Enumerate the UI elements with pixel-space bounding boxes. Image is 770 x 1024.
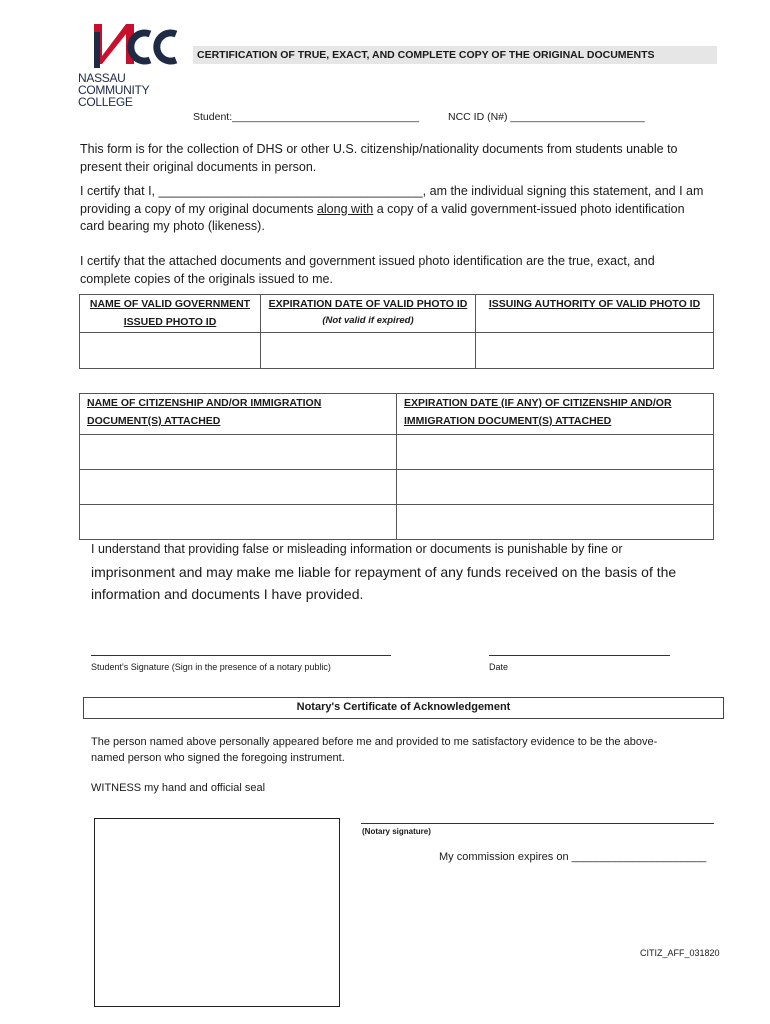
photo-id-expiration-cell[interactable] bbox=[261, 333, 476, 369]
photo-id-col3-header: ISSUING AUTHORITY OF VALID PHOTO ID bbox=[476, 295, 714, 333]
notary-line-2: named person who signed the foregoing instrument. bbox=[91, 751, 345, 764]
form-code: CITIZ_AFF_031820 bbox=[640, 948, 720, 958]
citizenship-header-row bbox=[80, 394, 714, 435]
certify1-line-3: card bearing my photo (likeness). bbox=[80, 219, 265, 233]
photo-id-name-cell[interactable] bbox=[80, 333, 261, 369]
notary-title-box bbox=[83, 697, 724, 719]
certify1-line-2-pre: providing a copy of my original documents bbox=[80, 201, 317, 216]
table-row bbox=[80, 435, 714, 470]
citizenship-col1-line1: NAME OF CITIZENSHIP AND/OR IMMIGRATION bbox=[87, 397, 322, 409]
notary-line-1: The person named above personally appeared before me and provided to me satisfactory evidence to be the above- bbox=[91, 736, 658, 748]
warning-line-1: I understand that providing false or misleading information or documents is punishable by fine or bbox=[91, 542, 623, 556]
photo-id-col1-line2: ISSUED PHOTO ID bbox=[123, 316, 217, 328]
logo-line-2: COMMUNITY bbox=[78, 83, 150, 97]
commission-expires[interactable]: My commission expires on ______________________ bbox=[439, 851, 707, 863]
college-logo bbox=[72, 20, 182, 116]
warning-line-3: information and documents I have provided. bbox=[91, 586, 364, 602]
photo-id-col2-title: EXPIRATION DATE OF VALID PHOTO ID bbox=[268, 298, 468, 310]
certify2-line-2: complete copies of the originals issued to me. bbox=[80, 271, 333, 286]
ncc-id-field[interactable]: NCC ID (N#) _______________________ bbox=[448, 111, 645, 123]
citizenship-col2-line2: IMMIGRATION DOCUMENT(S) ATTACHED bbox=[404, 415, 612, 427]
certify-paragraph-1 bbox=[80, 183, 710, 236]
student-field[interactable]: Student:________________________________ bbox=[193, 111, 419, 123]
citizenship-col2-header bbox=[397, 394, 714, 435]
intro-line-2: present their original documents in person. bbox=[80, 159, 317, 174]
certify-paragraph-2 bbox=[80, 253, 710, 288]
citizenship-doc-cell[interactable] bbox=[80, 435, 397, 470]
certify1-line-2-post: a copy of a valid government-issued photo identification bbox=[373, 201, 685, 216]
photo-id-col2-note: (Not valid if expired) bbox=[322, 315, 414, 326]
page-title: CERTIFICATION OF TRUE, EXACT, AND COMPLETE COPY OF THE ORIGINAL DOCUMENTS bbox=[197, 49, 655, 61]
table-row bbox=[80, 470, 714, 505]
logo-line-3: COLLEGE bbox=[78, 95, 133, 109]
citizenship-col1-line2: DOCUMENT(S) ATTACHED bbox=[87, 415, 221, 427]
intro-line-1: This form is for the collection of DHS or other U.S. citizenship/nationality documents from students unable to bbox=[80, 142, 678, 156]
citizenship-col2-line1: EXPIRATION DATE (IF ANY) OF CITIZENSHIP AND/OR bbox=[404, 397, 672, 409]
notary-signature-line[interactable] bbox=[361, 823, 714, 824]
citizenship-exp-cell[interactable] bbox=[397, 435, 714, 470]
warning-line-2: imprisonment and may make me liable for repayment of any funds received on the basis of the bbox=[91, 564, 677, 580]
citizenship-exp-cell[interactable] bbox=[397, 470, 714, 505]
certify1-line-2-underline: along with bbox=[316, 201, 374, 216]
photo-id-col1-line1: NAME OF VALID GOVERNMENT bbox=[89, 298, 251, 310]
photo-id-entry-row bbox=[80, 333, 714, 369]
logo-wordmark bbox=[78, 72, 149, 108]
date-label: Date bbox=[489, 662, 509, 672]
table-row bbox=[80, 505, 714, 540]
notary-signature-label: (Notary signature) bbox=[362, 827, 431, 836]
certify1-line-1[interactable]: I certify that I, ______________________________________, am the individual signing this statement, and I am bbox=[80, 184, 704, 198]
photo-id-col1-header bbox=[80, 295, 261, 333]
notary-statement bbox=[91, 735, 657, 766]
witness-text: WITNESS my hand and official seal bbox=[91, 782, 266, 794]
ncc-logo-icon bbox=[72, 20, 182, 78]
photo-id-authority-cell[interactable] bbox=[476, 333, 714, 369]
citizenship-doc-cell[interactable] bbox=[80, 505, 397, 540]
notary-seal-box[interactable] bbox=[94, 818, 340, 1007]
intro-paragraph bbox=[80, 141, 710, 176]
student-signature-label: Student's Signature (Sign in the presence of a notary public) bbox=[91, 662, 331, 672]
citizenship-col1-header bbox=[80, 394, 397, 435]
photo-id-col2-header bbox=[261, 295, 476, 333]
citizenship-doc-cell[interactable] bbox=[80, 470, 397, 505]
logo-line-1: NASSAU bbox=[78, 71, 126, 85]
photo-id-table bbox=[79, 294, 714, 369]
notary-title: Notary's Certificate of Acknowledgement bbox=[296, 701, 511, 713]
student-signature-line[interactable] bbox=[91, 655, 391, 656]
certify1-line-2 bbox=[80, 201, 710, 219]
date-line[interactable] bbox=[489, 655, 670, 656]
photo-id-header-row bbox=[80, 295, 714, 333]
citizenship-docs-table bbox=[79, 393, 714, 540]
certify2-line-1: I certify that the attached documents and government issued photo identification are the true, exact, and bbox=[80, 254, 655, 268]
citizenship-exp-cell[interactable] bbox=[397, 505, 714, 540]
